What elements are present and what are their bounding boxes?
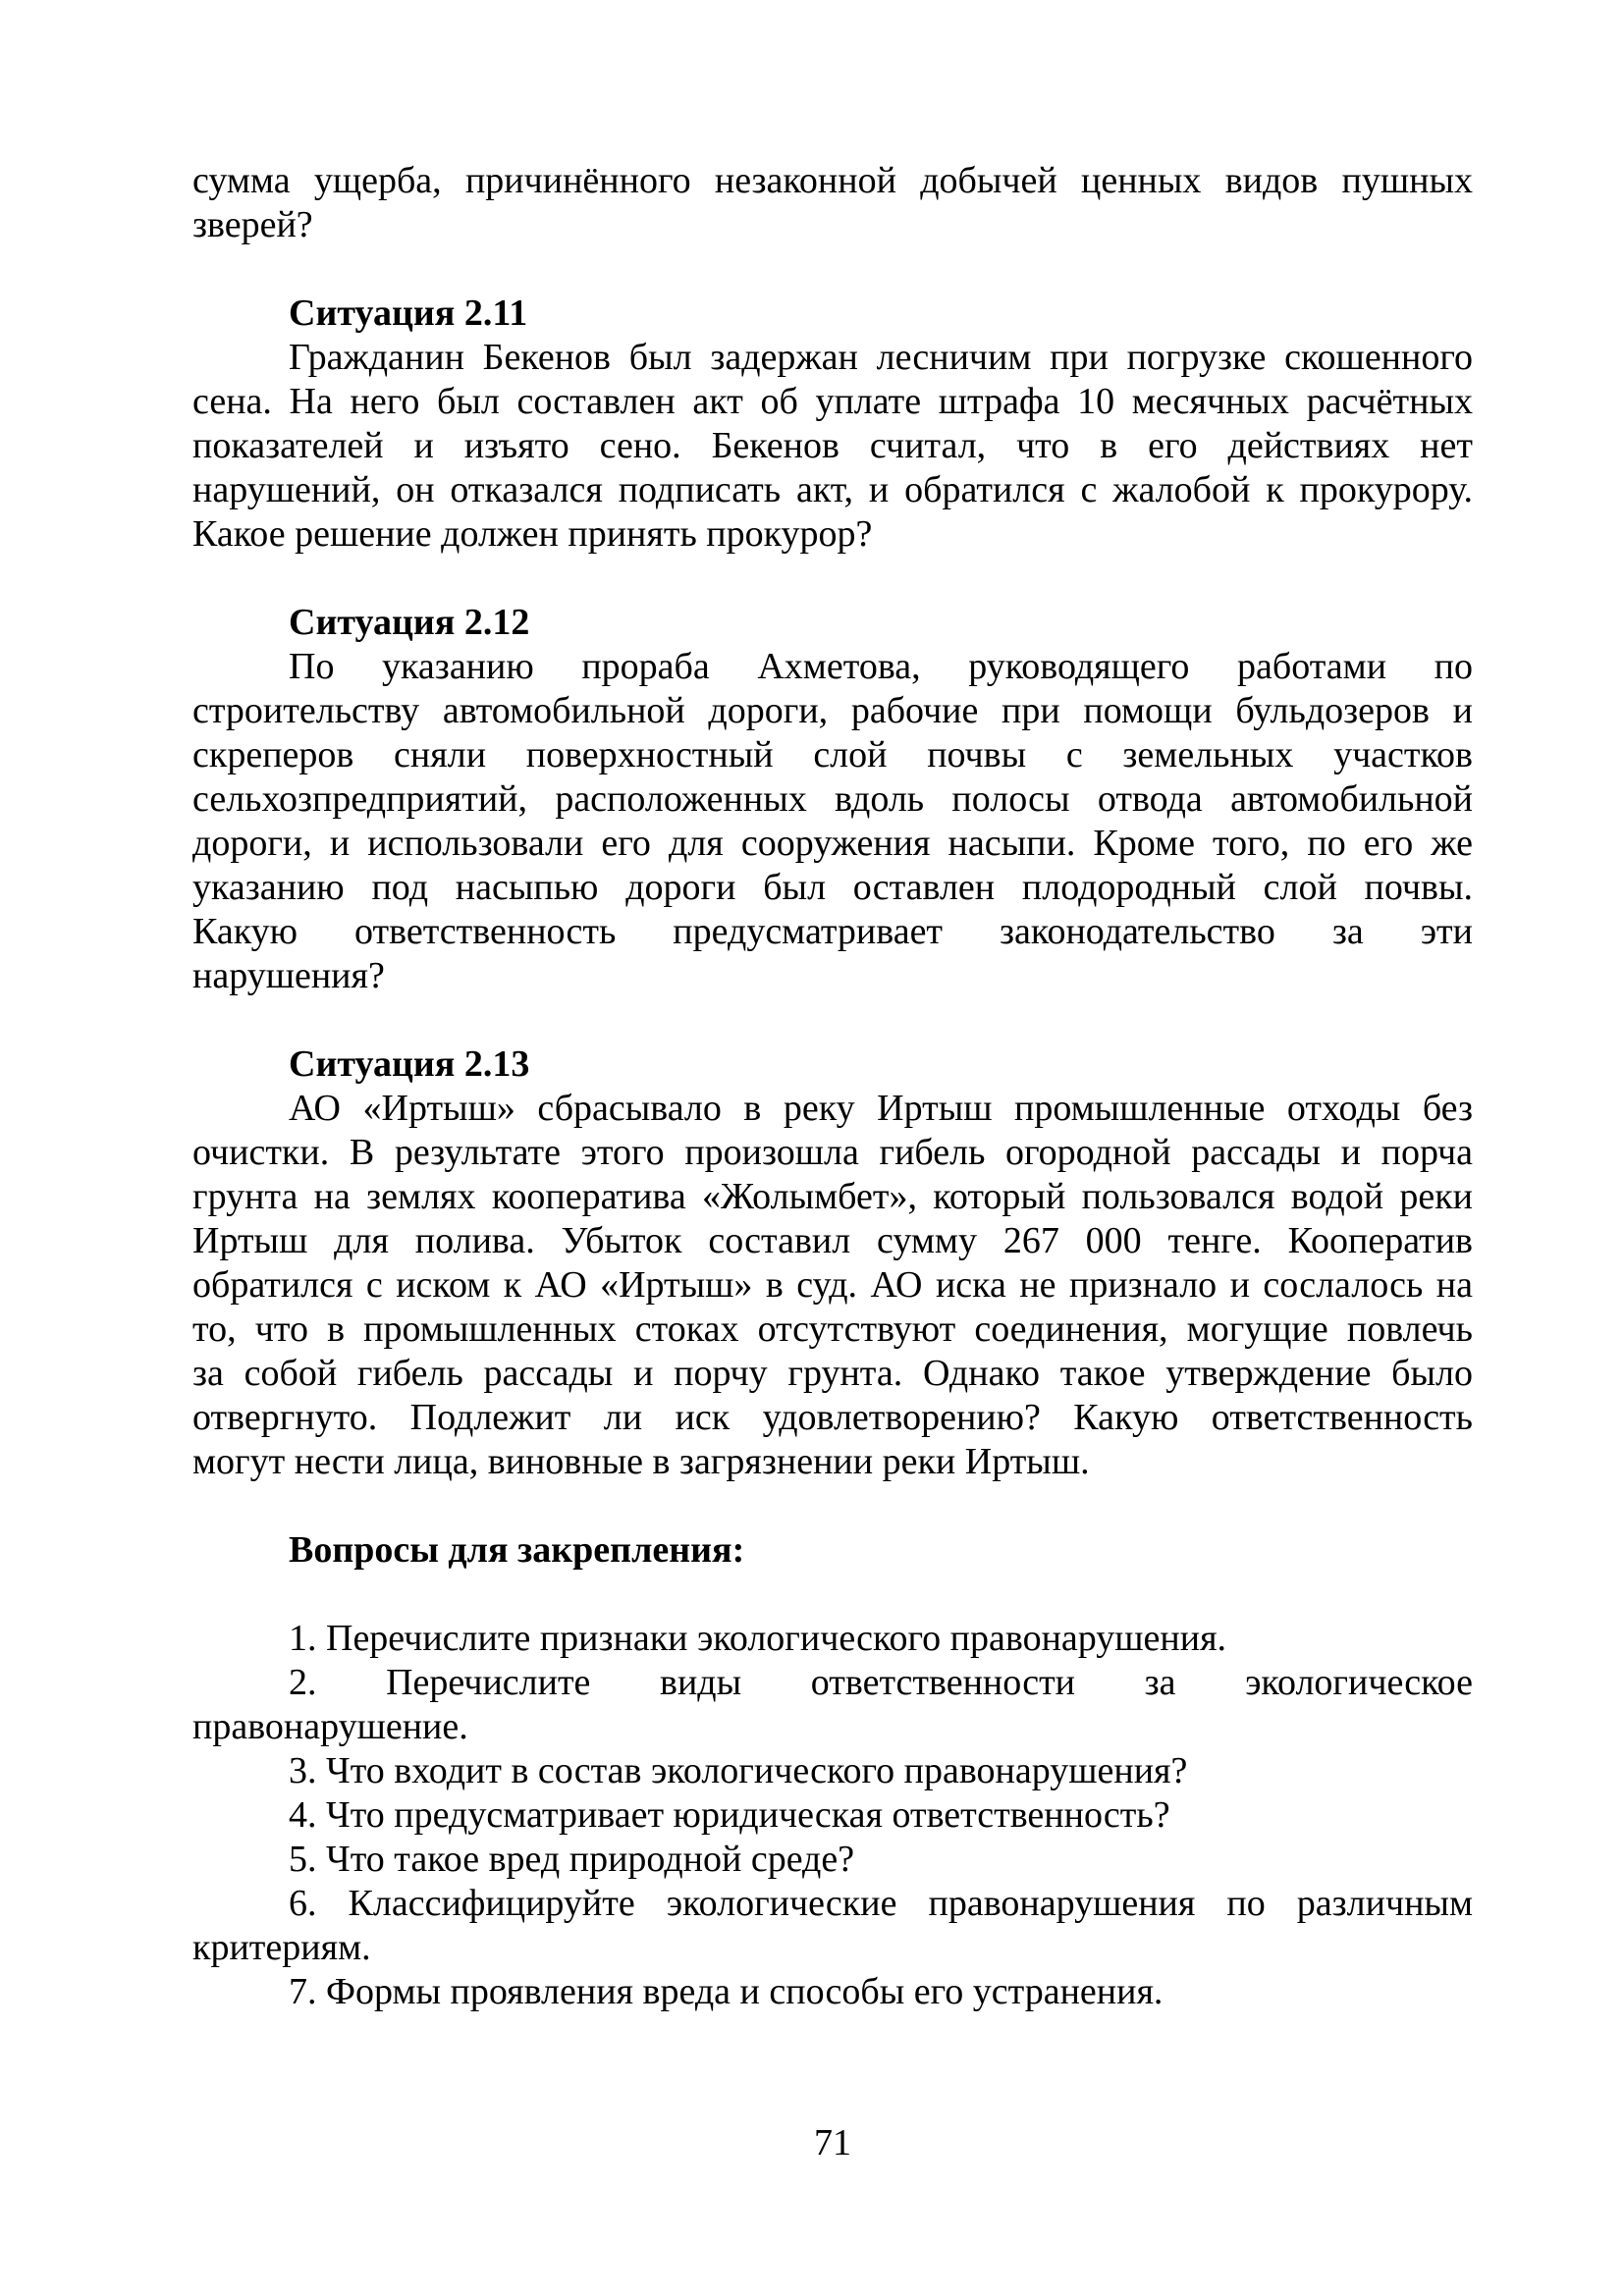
text-line: критериям. xyxy=(192,1927,371,1968)
situation-2-13-heading: Ситуация 2.13 xyxy=(289,1043,530,1085)
questions-heading: Вопросы для закрепления: xyxy=(289,1529,745,1571)
text-line: скреперов сняли поверхностный слой почвы с земельных участков xyxy=(192,734,1473,775)
text-line: дороги, и использовали его для сооружения насыпи. Кроме того, по его же xyxy=(192,823,1473,864)
page-number: 71 xyxy=(814,2122,851,2163)
question-2 xyxy=(192,1661,1473,1749)
text-line: АО «Иртыш» сбрасывало в реку Иртыш промышленные отходы без xyxy=(289,1088,1473,1129)
text-line: зверей? xyxy=(192,204,313,245)
situation-2-11-text xyxy=(192,336,1473,557)
text-line: грунта на землях кооператива «Жолымбет», который пользовался водой реки xyxy=(192,1176,1473,1217)
text-line: 7. Формы проявления вреда и способы его устранения. xyxy=(289,1971,1164,2012)
continuation-paragraph xyxy=(192,159,1473,247)
text-line: очистки. В результате этого произошла гибель огородной рассады и порча xyxy=(192,1132,1473,1173)
text-line: Какое решение должен принять прокурор? xyxy=(192,513,873,555)
text-line: отвергнуто. Подлежит ли иск удовлетворению? Какую ответственность xyxy=(192,1397,1473,1438)
situation-2-12-text xyxy=(192,645,1473,998)
text-line: 1. Перечислите признаки экологического правонарушения. xyxy=(289,1618,1227,1659)
blank-line xyxy=(192,998,1473,1042)
text-line: 6. Классифицируйте экологические правонарушения по различным xyxy=(289,1883,1473,1924)
text-line: обратился с иском к АО «Иртыш» в суд. АО иска не признало и сослалось на xyxy=(192,1264,1473,1306)
text-line: Гражданин Бекенов был задержан лесничим при погрузке скошенного xyxy=(289,337,1473,378)
text-line: то, что в промышленных стоках отсутствуют соединения, могущие повлечь xyxy=(192,1308,1473,1350)
text-line: Какую ответственность предусматривает законодательство за эти xyxy=(192,911,1473,952)
text-line: строительству автомобильной дороги, рабочие при помощи бульдозеров и xyxy=(192,690,1473,731)
text-line: сена. На него был составлен акт об уплате штрафа 10 месячных расчётных xyxy=(192,381,1473,422)
question-4 xyxy=(192,1793,1473,1838)
question-3 xyxy=(192,1749,1473,1793)
text-line: По указанию прораба Ахметова, руководящего работами по xyxy=(289,646,1473,687)
text-line: 5. Что такое вред природной среде? xyxy=(289,1839,855,1880)
text-line: могут нести лица, виновные в загрязнении реки Иртыш. xyxy=(192,1441,1090,1482)
text-line: нарушений, он отказался подписать акт, и обратился с жалобой к прокурору. xyxy=(192,469,1473,510)
question-5 xyxy=(192,1838,1473,1882)
text-line: Иртыш для полива. Убыток составил сумму 267 000 тенге. Кооператив xyxy=(192,1220,1473,1261)
question-1 xyxy=(192,1617,1473,1661)
text-line: сельхозпредприятий, расположенных вдоль полосы отвода автомобильной xyxy=(192,778,1473,820)
situation-2-13-text xyxy=(192,1087,1473,1484)
blank-line xyxy=(192,1573,1473,1617)
text-line: показателей и изъято сено. Бекенов считал, что в его действиях нет xyxy=(192,425,1473,466)
text-content xyxy=(192,159,1473,2014)
question-6 xyxy=(192,1882,1473,1970)
text-line: 2. Перечислите виды ответственности за экологическое xyxy=(289,1662,1473,1703)
situation-2-11-heading: Ситуация 2.11 xyxy=(289,293,528,334)
blank-line xyxy=(192,557,1473,601)
text-line: правонарушение. xyxy=(192,1706,468,1747)
text-line: за собой гибель рассады и порчу грунта. Однако такое утверждение было xyxy=(192,1353,1473,1394)
text-line: указанию под насыпью дороги был оставлен плодородный слой почвы. xyxy=(192,867,1473,908)
text-line: нарушения? xyxy=(192,955,385,996)
blank-line xyxy=(192,1484,1473,1528)
text-line: 3. Что входит в состав экологического правонарушения? xyxy=(289,1750,1188,1791)
situation-2-12-heading: Ситуация 2.12 xyxy=(289,602,530,643)
question-7 xyxy=(192,1970,1473,2014)
text-line: сумма ущерба, причинённого незаконной добычей ценных видов пушных xyxy=(192,160,1473,201)
text-line: 4. Что предусматривает юридическая ответственность? xyxy=(289,1794,1170,1836)
blank-line xyxy=(192,247,1473,292)
